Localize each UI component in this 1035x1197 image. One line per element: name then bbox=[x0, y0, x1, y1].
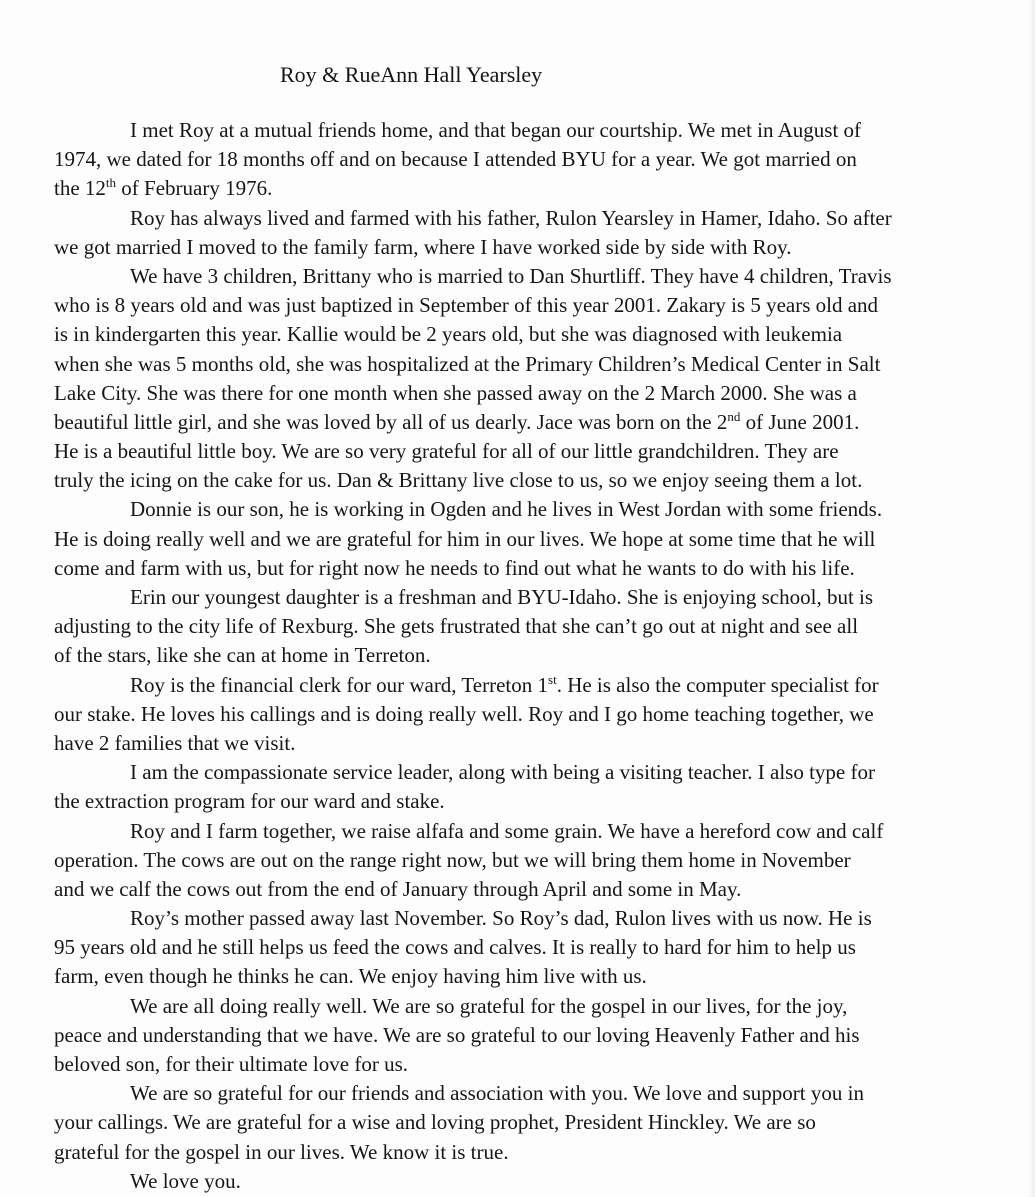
document-title: Roy & RueAnn Hall Yearsley bbox=[280, 62, 543, 87]
text-line: our stake. He loves his callings and is doing really well. Roy and I go home teaching together, we bbox=[54, 701, 874, 726]
text-line: Roy and I farm together, we raise alfafa and some grain. We have a hereford cow and calf bbox=[130, 818, 884, 843]
text-line-segment: . He is also the computer specialist for bbox=[556, 672, 879, 697]
text-line: come and farm with us, but for right now he needs to find out what he wants to do with his life. bbox=[54, 555, 855, 580]
text-line: Erin our youngest daughter is a freshman and BYU-Idaho. She is enjoying school, but is bbox=[130, 585, 874, 609]
text-line: Roy’s mother passed away last November. So Roy’s dad, Rulon lives with us now. He is bbox=[130, 906, 872, 931]
text-line: beloved son, for their ultimate love for us. bbox=[54, 1052, 408, 1076]
text-line-segment: of February 1976. bbox=[116, 176, 273, 201]
text-line: grateful for the gospel in our lives. We know it is true. bbox=[54, 1139, 509, 1164]
text-line: who is 8 years old and was just baptized in September of this year 2001. Zakary is 5 years old and bbox=[54, 293, 879, 318]
text-line: we got married I moved to the family farm, where I have worked side by side with Roy. bbox=[54, 234, 792, 259]
text-line bbox=[54, 174, 1035, 203]
text-line: 1974, we dated for 18 months off and on because I attended BYU for a year. We got married on bbox=[54, 147, 857, 172]
text-line-segment: the 12 bbox=[54, 176, 106, 201]
superscript-ordinal: th bbox=[105, 175, 117, 191]
text-line: and we calf the cows out from the end of January through April and some in May. bbox=[54, 876, 742, 901]
text-line: He is a beautiful little boy. We are so very grateful for all of our little grandchildren. They are bbox=[54, 439, 839, 464]
document-body bbox=[54, 116, 1035, 1196]
text-line: We have 3 children, Brittany who is married to Dan Shurtliff. They have 4 children, Travis bbox=[130, 263, 892, 288]
text-line: truly the icing on the cake for us. Dan & Brittany live close to us, so we enjoy seeing them a lot. bbox=[54, 468, 863, 493]
text-line: peace and understanding that we have. We are so grateful to our loving Heavenly Father and his bbox=[54, 1022, 860, 1047]
text-line: adjusting to the city life of Rexburg. She gets frustrated that she can’t go out at night and see all bbox=[54, 614, 859, 639]
text-line: 95 years old and he still helps us feed the cows and calves. It is really to hard for him to help us bbox=[54, 935, 856, 960]
text-line: He is doing really well and we are grateful for him in our lives. We hope at some time that he will bbox=[54, 526, 876, 551]
text-line bbox=[54, 408, 1035, 437]
superscript-ordinal: st bbox=[548, 671, 557, 687]
text-line: Lake City. She was there for one month when she passed away on the 2 March 2000. She was a bbox=[54, 380, 857, 405]
text-line: I am the compassionate service leader, along with being a visiting teacher. I also type for bbox=[130, 760, 875, 785]
text-line-segment: Roy is the financial clerk for our ward, Terreton 1 bbox=[130, 672, 549, 697]
text-line: We love you. bbox=[130, 1168, 241, 1193]
text-line-segment: of June 2001. bbox=[740, 409, 860, 434]
text-line: have 2 families that we visit. bbox=[54, 730, 296, 755]
text-line: farm, even though he thinks he can. We enjoy having him live with us. bbox=[54, 964, 647, 989]
text-line-segment: beautiful little girl, and she was loved by all of us dearly. Jace was born on the 2 bbox=[54, 409, 728, 434]
text-line: your callings. We are grateful for a wise and loving prophet, President Hinckley. We are so bbox=[54, 1110, 816, 1135]
text-line: when she was 5 months old, she was hospitalized at the Primary Children’s Medical Center in Salt bbox=[54, 351, 881, 376]
text-line: the extraction program for our ward and stake. bbox=[54, 789, 445, 814]
text-line: is in kindergarten this year. Kallie would be 2 years old, but she was diagnosed with leukemia bbox=[54, 322, 843, 347]
text-line: We are all doing really well. We are so grateful for the gospel in our lives, for the joy, bbox=[130, 993, 848, 1018]
text-line bbox=[54, 671, 1035, 700]
text-line: of the stars, like she can at home in Terreton. bbox=[54, 643, 431, 668]
text-line: We are so grateful for our friends and association with you. We love and support you in bbox=[130, 1081, 864, 1106]
text-line: Donnie is our son, he is working in Ogden and he lives in West Jordan with some friends. bbox=[130, 497, 883, 522]
text-line: Roy has always lived and farmed with his father, Rulon Yearsley in Hamer, Idaho. So after bbox=[130, 205, 892, 230]
text-line: operation. The cows are out on the range right now, but we will bring them home in November bbox=[54, 847, 851, 872]
superscript-ordinal: nd bbox=[727, 408, 741, 424]
text-line: I met Roy at a mutual friends home, and that began our courtship. We met in August of bbox=[130, 118, 862, 142]
